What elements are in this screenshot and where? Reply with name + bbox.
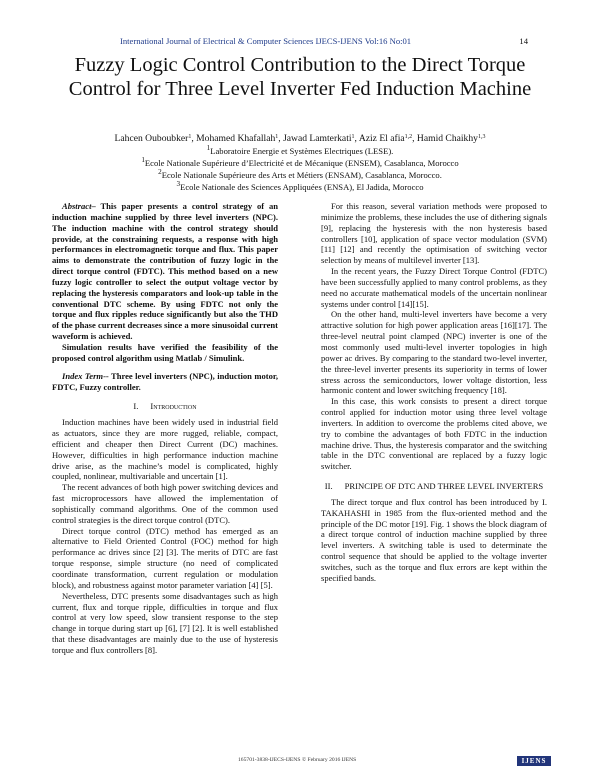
author-list: Lahcen Ouboubker$^1$, Mohamed Khafallah$^1$, Jawad Lamterkati$^1$, Aziz El afia$^{1,2}$, Hamid Chaikhy$^{1,3}$ (114, 133, 486, 144)
author-sup: 1 (351, 134, 355, 140)
affiliation-sup: 3 (176, 180, 181, 188)
affiliation-text: Ecole Nationale Supérieure des Arts et Métiers (ENSAM), Casablanca, Morocco. (161, 169, 442, 180)
paragraph: In the recent years, the Fuzzy Direct Torque Control (FDTC) have been successfully applied to many control problems, as they need no accurate mathematical models of the uncertain nonlinear systems under control [14][15]. (321, 266, 547, 309)
journal-name: International Journal of Electrical & Computer Sciences IJECS-IJENS Vol:16 No:01 (120, 36, 412, 46)
section-number: II. (324, 481, 333, 492)
author-sup: 1,2 (404, 134, 413, 140)
paragraph: Induction machines have been widely used in industrial field as actuators, since they are more rugged, reliable, compact, efficient and cheaper then Direct Current (DC) machines. However, difficulties in high performance induction machine drive arise, as the machine’s model is complicated, highly coupled, nonlinear, multivariable and uncertain [1]. (52, 417, 278, 482)
affiliation-sup: 1 (206, 144, 211, 152)
author-sup: 1 (188, 134, 192, 140)
section-number: I. (133, 401, 139, 412)
paragraph: The direct torque and flux control has been introduced by I. TAKAHASHI in 1985 from the flux-oriented method and the principle of the DC motor [19]. Fig. 1 shows the block diagram of a direct torque control of induction machine supplied by three level inverters. A switching table is used to determinate the control sequence that should be applied to the voltage inverter switches, such as the torque and flux errors are kept within the specified bands. (321, 496, 547, 583)
running-header (72, 36, 528, 48)
abstract-conclusion: Simulation results have verified the feasibility of the proposed control algorithm using Matlab / Simulink. (52, 341, 278, 363)
affiliation-text: Ecole Nationale des Sciences Appliquées (ENSA), El Jadida, Morocco (180, 181, 424, 192)
paragraph: For this reason, several variation methods were proposed to minimize the problems, these includes the use of dithering signals [9], replacing the hysteresis with the non hysteresis based controllers [10], application of space vector modulation (SVM) [11] [12] and recently the optimisation of switching vector selection by means of multilevel inverter [13]. (321, 201, 547, 266)
affiliation-text: Ecole Nationale Supérieure d’Electricité et de Mécanique (ENSEM), Casablanca, Morocco (144, 157, 459, 168)
author-sup: 1 (275, 134, 279, 140)
paragraph: Direct torque control (DTC) method has emerged as an alternative to Field Oriented Control (FOC) method for high performance ac drives since [2] [3]. The merits of DTC are fast torque response, simple structure (no need of complicated coordinate transformation, current regulation or modulation block), and robustness against motor parameter variation [4] [5]. (52, 525, 278, 590)
affiliation-sup: 1 (141, 156, 145, 164)
section-title: Introduction (150, 401, 197, 412)
paper-title: Fuzzy Logic Control Contribution to the Direct Torque Control for Three Level Inverter Fed Induction Machine (68, 54, 532, 100)
author-name: Jawad Lamterkati (283, 133, 352, 144)
paragraph: On the other hand, multi-level inverters have become a very attractive solution for high power application areas [16][17]. The three-level neutral point clamped (NPC) inverter is one of the most commonly used multi-level inverter topologies in high power ac drives. By comparing to the standard two-level inverter, the three-level inverter presents its superiority in terms of lower stress across the semiconductors, lower voltage distortion, less harmonic content and lower switching frequency [18]. (321, 309, 547, 396)
section-heading (321, 481, 547, 492)
author-name: Lahcen Ouboubker (114, 133, 189, 144)
index-terms-text: -- Three level inverters (NPC), induction motor, FDTC, Fuzzy controller. (52, 370, 278, 392)
author-name: Mohamed Khafallah (196, 133, 276, 144)
abstract (52, 201, 278, 342)
paragraph: The recent advances of both high power switching devices and fast microprocessors have allowed the implementation of sophistically command algorithms. One of the common used control strategies is the direct torque control (DTC). (52, 482, 278, 525)
section-heading (52, 401, 278, 412)
abstract-label: Abstract– (62, 201, 96, 211)
index-terms (52, 371, 278, 393)
page-number: 14 (519, 36, 528, 46)
page-footer (0, 756, 600, 768)
footer-issn: 165701-3838-IJECS-IJENS © February 2016 IJENS (238, 757, 357, 763)
left-column (52, 201, 278, 656)
author-sup: 1,3 (477, 134, 486, 140)
author-name: Aziz El afia (358, 133, 405, 144)
index-terms-label: Index Term (62, 370, 104, 381)
paragraph: Nevertheless, DTC presents some disadvantages such as high current, flux and torque ripple, difficulties in torque and flux control at very low speed, slow transient response to the step change in torque during start up [6], [7] [2]. It is well established that these disadvantages are mainly due to the use of hysteresis torque and flux controllers [8]. (52, 590, 278, 655)
section-title: PRINCIPE OF DTC AND THREE LEVEL INVERTERS (344, 481, 544, 492)
affiliation (40, 179, 560, 193)
affiliation-text: Laboratoire Energie et Systèmes Electriques (LESE). (210, 145, 394, 156)
paragraph: In this case, this work consists to present a direct torque control applied for induction motor using three level voltage inverters. In addition to overcome the problems cited above, we try to combine the advantages of both FDTC in the induction machine drive. Thus, the hysteresis comparator and the switching table in the DTC conventional are replaced by a fuzzy logic switcher. (321, 396, 547, 472)
abstract-text: This paper presents a control strategy of an induction machine supplied by three level inverters (NPC). The induction machine with the control strategy should provide, at the constraining requests, a response with high performances in electromagnetic torque and flux. This paper aims to demonstrate the contribution of fuzzy logic in the direct torque control (FDTC). This method based on a new fuzzy logic controller to select the output voltage vector by replacing the hysteresis comparators and look-up table in the conventional DTC scheme. By using FDTC not only the torque and flux ripples reduce significantly but also the THD of the phase current decreases since a more sinusoidal current waveform is achieved. (52, 201, 278, 342)
ijens-logo: IJENS (517, 756, 551, 766)
affiliation-sup: 2 (158, 168, 162, 176)
author-name: Hamid Chaikhy (416, 133, 478, 144)
right-column (321, 201, 547, 584)
